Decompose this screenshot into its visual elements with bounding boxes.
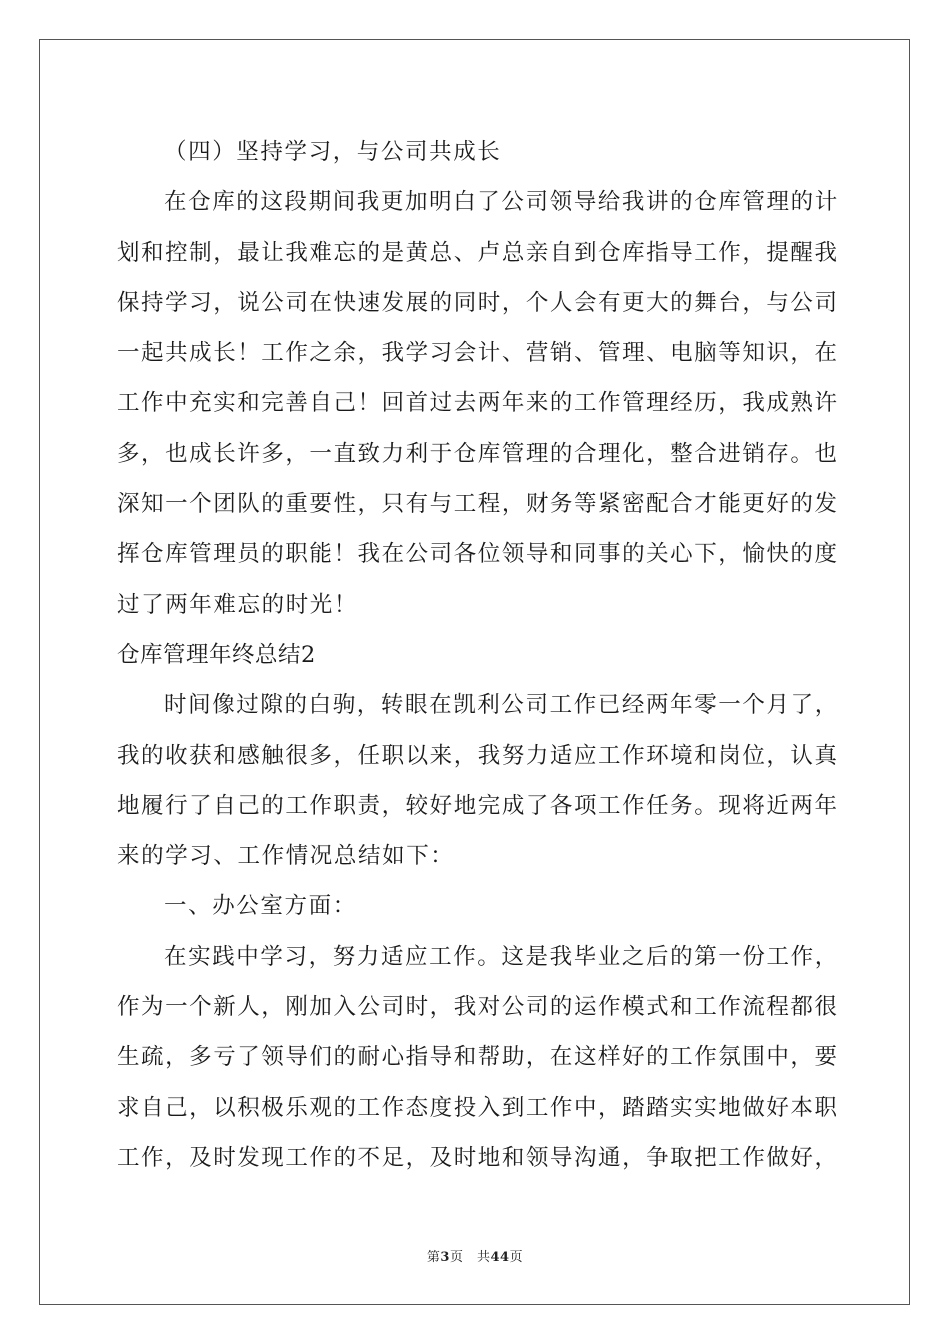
document-subtitle: 仓库管理年终总结2 <box>117 641 316 668</box>
paragraph-line: 深知一个团队的重要性，只有与工程，财务等紧密配合才能更好的发 <box>117 491 837 518</box>
paragraph-line: 时间像过隙的白驹，转眼在凯利公司工作已经两年零一个月了， <box>164 692 839 719</box>
paragraph-line: 保持学习，说公司在快速发展的同时，个人会有更大的舞台，与公司 <box>117 289 837 316</box>
page-middle: 页 共 <box>449 1250 491 1265</box>
section-heading: （四）坚持学习，与公司共成长 <box>164 139 502 165</box>
paragraph-line: 工作中充实和完善自己！回首过去两年来的工作管理经历，我成熟许 <box>117 390 837 417</box>
paragraph-line: 在仓库的这段期间我更加明白了公司领导给我讲的仓库管理的计 <box>164 189 839 216</box>
paragraph-line: 多，也成长许多，一直致力利于仓库管理的合理化，整合进销存。也 <box>117 440 837 467</box>
page-suffix: 页 <box>509 1250 524 1265</box>
current-page-number: 3 <box>440 1250 450 1265</box>
document-body <box>117 127 837 1183</box>
paragraph-line: 挥仓库管理员的职能！我在公司各位领导和同事的关心下，愉快的度 <box>117 541 837 568</box>
page-prefix: 第 <box>426 1250 441 1265</box>
paragraph-line: 一起共成长！工作之余，我学习会计、营销、管理、电脑等知识，在 <box>117 340 837 367</box>
paragraph-line: 划和控制，最让我难忘的是黄总、卢总亲自到仓库指导工作，提醒我 <box>117 239 837 266</box>
paragraph-line: 工作，及时发现工作的不足，及时地和领导沟通，争取把工作做好， <box>117 1144 837 1171</box>
paragraph-line: 我的收获和感触很多，任职以来，我努力适应工作环境和岗位，认真 <box>117 742 837 769</box>
paragraph-line: 地履行了自己的工作职责，较好地完成了各项工作任务。现将近两年 <box>117 792 837 819</box>
paragraph-line: 过了两年难忘的时光！ <box>117 591 359 618</box>
paragraph-line: 作为一个新人，刚加入公司时，我对公司的运作模式和工作流程都很 <box>117 994 837 1021</box>
total-page-count: 44 <box>490 1250 510 1265</box>
section-heading: 一、办公室方面： <box>164 893 357 920</box>
paragraph-line: 在实践中学习，努力适应工作。这是我毕业之后的第一份工作， <box>164 943 839 970</box>
paragraph-line: 生疏，多亏了领导们的耐心指导和帮助，在这样好的工作氛围中，要 <box>117 1044 837 1071</box>
page-footer <box>0 1246 950 1265</box>
paragraph-line: 来的学习、工作情况总结如下： <box>117 843 455 870</box>
paragraph-line: 求自己，以积极乐观的工作态度投入到工作中，踏踏实实地做好本职 <box>117 1094 837 1121</box>
